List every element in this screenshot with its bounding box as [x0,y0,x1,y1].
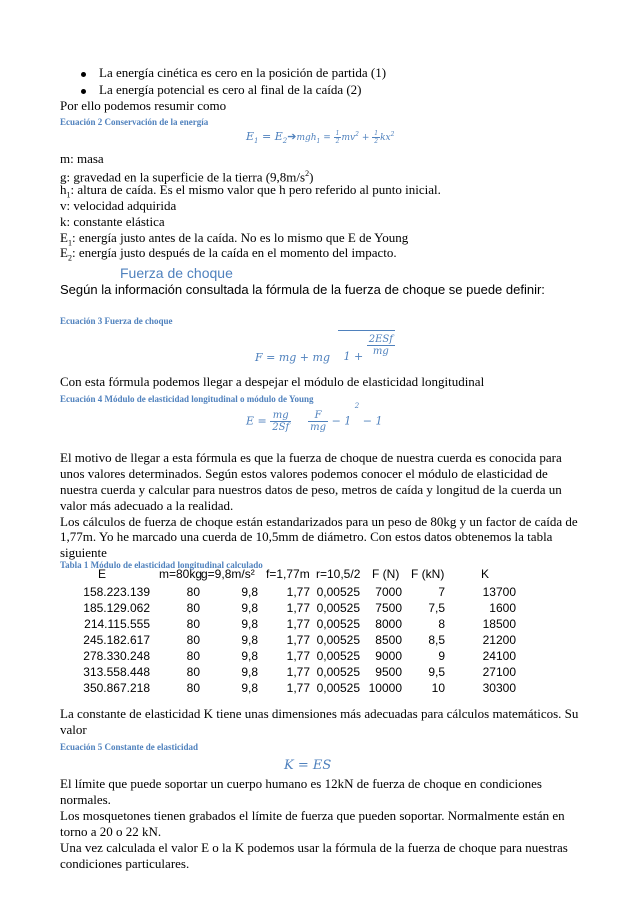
table-header: F (kN) [411,567,445,581]
paragraph-line: nuestra cuerda y calcular para nuestros datos de peso, metros de caída y longitud de la cuerda un [60,482,562,497]
table-cell: 1,77 [286,681,310,695]
table-cell: 80 [186,681,200,695]
paragraph-line: La constante de elasticidad K tiene unas dimensiones más adecuadas para cálculos matemáticos. Su [60,706,579,721]
equation-caption: Ecuación 4 Módulo de elasticidad longitudinal o módulo de Young [60,394,314,404]
table-cell: 7,5 [428,601,445,615]
table-cell: 158.223.139 [83,585,150,599]
definition-mass: m: masa [60,151,104,166]
table-cell: 80 [186,601,200,615]
table-cell: 0,00525 [316,681,360,695]
table-cell: 9,8 [241,665,258,679]
definition-velocity: v: velocidad adquirida [60,198,177,213]
table-row [0,665,638,681]
table-cell: 30300 [482,681,516,695]
table-cell: 1,77 [286,617,310,631]
table-cell: 80 [186,633,200,647]
table-cell: 10000 [368,681,402,695]
table-row [0,649,638,665]
table-cell: 1,77 [286,585,310,599]
bullet-item: La energía cinética es cero en la posición de partida (1) [99,65,387,80]
table-cell: 24100 [482,649,516,663]
paragraph-line: Los cálculos de fuerza de choque están estandarizados para un peso de 80kg y un factor de caída de [60,514,578,529]
equation-young-modulus: E = $\frac{mg}{2Sf}$ $\frac{F}{mg}$ − 1 $^2$ − 1 [246,401,383,433]
bullet-item: La energía potencial es cero al final de la caída (2) [99,82,362,97]
table-cell: 80 [186,585,200,599]
table-cell: 1,77 [286,665,310,679]
table-cell: 0,00525 [316,633,360,647]
equation-energy: $E_1$ = $E_2➔mgh_1$ = $\frac{1}{2}$ $mv^2$ + $\frac{1}{2}$ $kx^2$ [246,130,395,146]
table-cell: 0,00525 [316,649,360,663]
table-cell: 18500 [482,617,516,631]
table-cell: 214.115.555 [84,617,150,631]
table-cell: 278.330.248 [83,649,150,663]
table-cell: 313.558.448 [83,665,150,679]
table-row [0,617,638,633]
paragraph-line: Los mosquetones tienen grabados el límite de fuerza que pueden soportar. Normalmente están en [60,808,565,823]
table-cell: 1600 [489,601,516,615]
table-cell: 80 [186,617,200,631]
table-cell: 0,00525 [316,585,360,599]
equation-caption: Ecuación 2 Conservación de la energía [60,117,209,127]
paragraph-line: normales. [60,792,111,807]
table-row [0,633,638,649]
table-cell: 9,8 [241,633,258,647]
table-cell: 9000 [375,649,402,663]
table-cell: 350.867.218 [83,681,150,695]
paragraph-line: El límite que puede soportar un cuerpo humano es 12kN de fuerza de choque en condiciones [60,776,542,791]
equation-caption: Ecuación 5 Constante de elasticidad [60,742,199,752]
table-cell: 9,8 [241,617,258,631]
paragraph-line: torno a 20 o 22 kN. [60,824,162,839]
bullet-dot [81,72,86,77]
table-cell: 10 [431,681,445,695]
equation-caption: Ecuación 3 Fuerza de choque [60,316,173,326]
definition-height: $h_1$: altura de caída. Es el mismo valor que h pero referido al punto inicial. [60,182,441,200]
table-header-row [0,567,638,583]
table-cell: 1,77 [286,649,310,663]
table-cell: 0,00525 [316,601,360,615]
table-cell: 1,77 [286,633,310,647]
table-cell: 1,77 [286,601,310,615]
table-cell: 9,8 [241,601,258,615]
definition-constant: k: constante elástica [60,214,165,229]
paragraph-line: unos valores determinados. Según estos valores podemos conocer el módulo de elasticidad de [60,466,548,481]
equation-impact-force: F = mg + mg 1 + $\frac{\text{2ESf}}{mg}$ [255,330,395,354]
table-cell: 7000 [375,585,402,599]
paragraph-line: Una vez calculada el valor E o la K podemos usar la fórmula de la fuerza de choque para nuestras [60,840,568,855]
definition-gravity: g: gravedad en la superficie de la tierra $(9,8m/s^2)$ [60,169,314,185]
table-cell: 8,5 [428,633,445,647]
paragraph-line: condiciones particulares. [60,856,190,871]
table-header: r=10,5/2 [316,567,361,581]
table-cell: 7 [438,585,445,599]
table-row [0,601,638,617]
table-cell: 13700 [482,585,516,599]
table-cell: 21200 [482,633,516,647]
bullet-dot [81,89,86,94]
table-cell: 80 [186,665,200,679]
section-intro: Según la información consultada la fórmula de la fuerza de choque se puede definir: [60,282,545,297]
after-equation-text: Con esta fórmula podemos llegar a despejar el módulo de elasticidad longitudinal [60,374,485,389]
table-cell: 9,8 [241,585,258,599]
paragraph-line: valor [60,722,87,737]
table-row [0,585,638,601]
table-header: g=9,8m/s² [201,567,255,581]
table-cell: 8500 [375,633,402,647]
equation-elastic-constant: K = ES [284,758,332,773]
table-cell: 80 [186,649,200,663]
table-header: K [481,567,490,581]
table-cell: 9,8 [241,649,258,663]
table-cell: 0,00525 [316,617,360,631]
table-cell: 7500 [375,601,402,615]
table-cell: 8 [438,617,445,631]
table-cell: 185.129.062 [83,601,150,615]
intro-text: Por ello podemos resumir como [60,98,227,113]
elasticity-table [0,567,638,697]
table-header: F (N) [372,567,400,581]
paragraph-line: El motivo de llegar a esta fórmula es que la fuerza de choque de nuestra cuerda es conocida para [60,450,562,465]
paragraph-line: 1,77m. Yo he marcado una cuerda de 10,5mm de diámetro. Con estos datos obtenemos la tabla [60,529,553,544]
table-header: E [98,567,107,581]
table-cell: 9500 [375,665,402,679]
table-header: m=80kg [159,567,203,581]
table-cell: 9,8 [241,681,258,695]
table-cell: 0,00525 [316,665,360,679]
table-cell: 9 [438,649,445,663]
section-heading: Fuerza de choque [120,265,233,281]
paragraph-line: siguiente [60,545,107,560]
table-cell: 245.182.617 [83,633,150,647]
table-header: f=1,77m [266,567,310,581]
table-cell: 27100 [482,665,516,679]
table-row [0,681,638,697]
definition-e1: $E_1$: energía justo antes de la caída. No es lo mismo que E de Young [60,230,409,248]
table-cell: 8000 [375,617,402,631]
table-caption: Tabla 1 Módulo de elasticidad longitudinal calculado [60,560,263,570]
paragraph-line: valor más adecuado a la realidad. [60,498,234,513]
table-cell: 9,5 [428,665,445,679]
definition-e2: $E_2$: energía justo después de la caída en el momento del impacto. [60,245,397,263]
